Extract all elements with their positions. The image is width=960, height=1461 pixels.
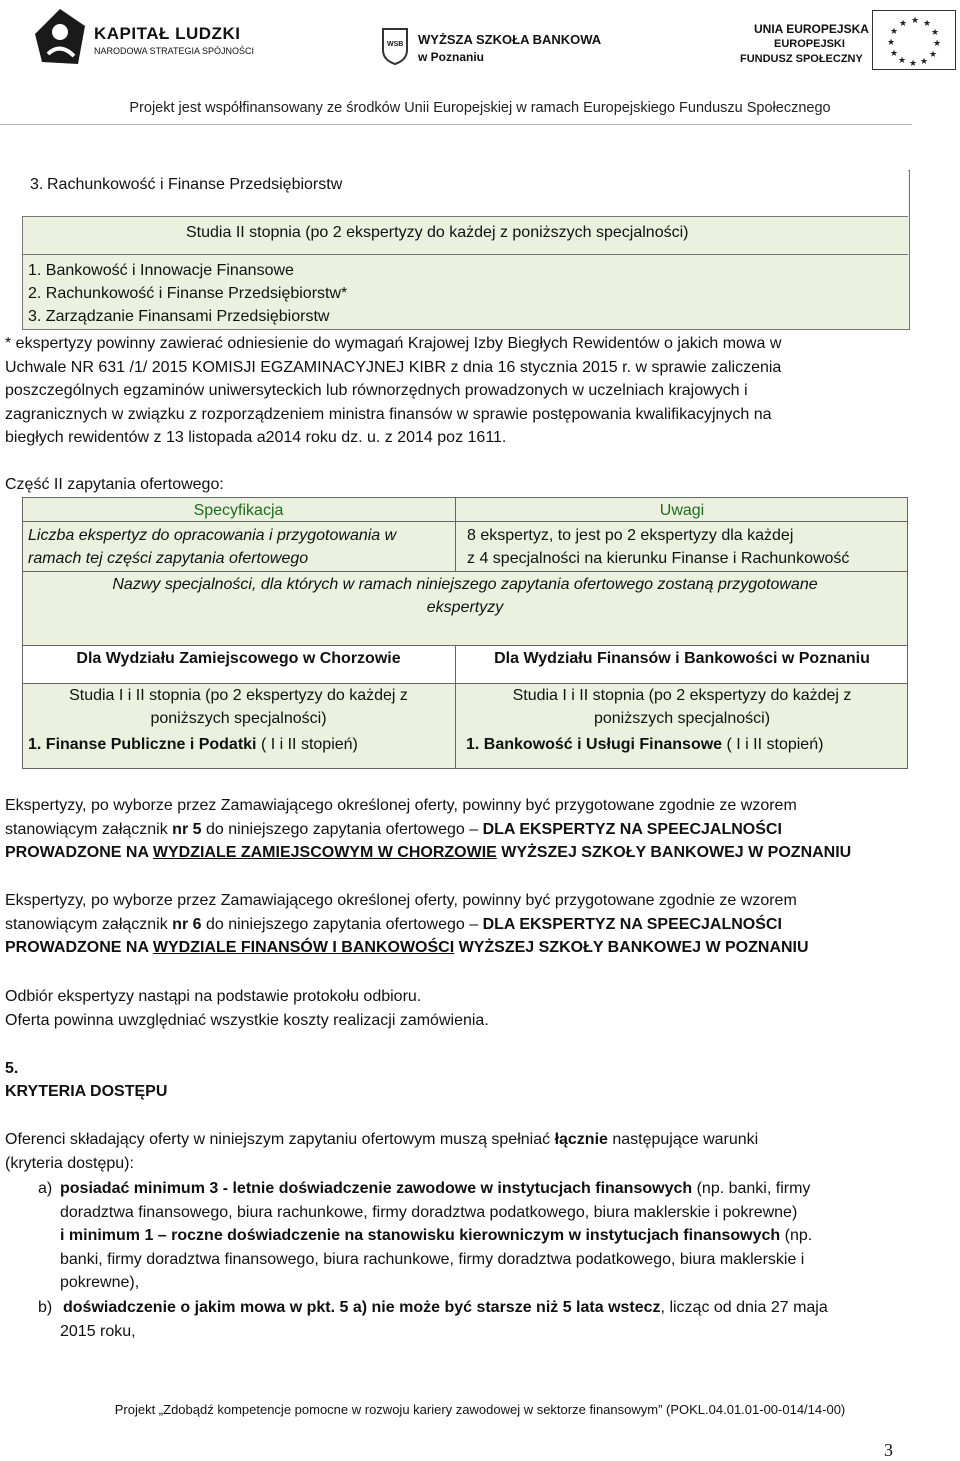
kl-title: KAPITAŁ LUDZKI (94, 24, 241, 43)
col-header-uwagi: Uwagi (659, 502, 705, 519)
criterion-line: pokrewne), (60, 1274, 140, 1291)
para-line: stanowiącym załącznik nr 5 do niniejszego zapytania ofertowego – DLA EKSPERTYZ NA SPEECJALNOŚCI (5, 820, 782, 838)
section-number: 5. (5, 1060, 19, 1077)
left-specialty-level: ( I i II stopień) (256, 736, 358, 753)
page-number: 3 (884, 1440, 893, 1460)
intro-line: (kryteria dostępu): (5, 1154, 134, 1172)
spec-line: Liczba ekspertyz do opracowania i przygotowania w (28, 527, 397, 544)
chorzow-paragraph (5, 794, 910, 865)
criterion-a-label: a) (38, 1180, 53, 1197)
names-heading: Nazwy specjalności, dla których w ramach niniejszego zapytania ofertowego zostaną przygotowane (112, 576, 818, 593)
kibr-note (5, 332, 910, 450)
svg-text:★: ★ (890, 49, 899, 59)
criterion-a (60, 1177, 920, 1295)
criterion-line: doradztwa finansowego, biura rachunkowe, firmy doradztwa podatkowego, biura maklerskie i pokrewne) (60, 1203, 798, 1221)
svg-text:★: ★ (890, 27, 899, 37)
svg-text:★: ★ (909, 59, 918, 69)
right-specialty (466, 733, 823, 756)
eu-logo (740, 10, 960, 70)
para-line: Ekspertyzy, po wyborze przez Zamawiającego określonej oferty, powinny być przygotowane zgodnie ze wzorem (5, 797, 797, 814)
poznan-paragraph (5, 889, 910, 960)
costs-line: Oferta powinna uwzględniać wszystkie koszty realizacji zamówienia. (5, 1012, 489, 1029)
receipt-line: Odbiór ekspertyzy nastąpi na podstawie protokołu odbioru. (5, 988, 422, 1005)
wsb-city: w Poznaniu (418, 50, 484, 64)
svg-text:★: ★ (887, 38, 896, 48)
left-specialty-name: 1. Finanse Publiczne i Podatki (28, 736, 257, 753)
specialty-item: 2. Rachunkowość i Finanse Przedsiębiorstw* (28, 285, 348, 302)
wsb-name: WYŻSZA SZKOŁA BANKOWA (418, 32, 602, 47)
svg-text:★: ★ (933, 39, 942, 49)
right-study: poniższych specjalności) (593, 710, 771, 727)
note-line: biegłych rewidentów z 13 listopada a2014 roku dz. u. z 2014 poz 1611. (5, 429, 507, 446)
wsb-logo (380, 26, 620, 70)
right-specialty-name: 1. Bankowość i Usługi Finansowe (466, 736, 723, 753)
section-title: KRYTERIA DOSTĘPU (5, 1083, 168, 1100)
note-line: * ekspertyzy powinny zawierać odniesienie do wymagań Krajowej Izby Biegłych Rewidentów o jakich mowa w (5, 335, 782, 352)
right-specialty-level: ( I i II stopień) (722, 736, 824, 753)
names-heading: ekspertyzy (426, 599, 504, 616)
note-line: poszczególnych egzaminów uniwersyteckich lub równorzędnych prowadzonych w uczelniach krajowych i (5, 382, 748, 399)
criterion-b (63, 1296, 923, 1320)
svg-text:★: ★ (923, 19, 932, 29)
svg-text:★: ★ (929, 50, 938, 60)
col-header-spec: Specyfikacja (193, 502, 284, 519)
header-divider (0, 124, 912, 125)
criterion-line: banki, firmy doradztwa finansowego, biura rachunkowe, firmy doradztwa podatkowego, biura maklerskie i (60, 1250, 805, 1268)
specialty-item: 3. Zarządzanie Finansami Przedsiębiorstw (28, 308, 330, 325)
kapital-ludzki-logo (30, 4, 260, 70)
criterion-line: doświadczenie o jakim mowa w pkt. 5 a) nie może być starsze niż 5 lata wstecz, licząc od dnia 27 maja (63, 1299, 828, 1316)
program-title: Rachunkowość i Finanse Przedsiębiorstw (47, 176, 343, 193)
criterion-line: i minimum 1 – roczne doświadczenie na stanowisku kierowniczym w instytucjach finansowych (np. (60, 1227, 813, 1244)
eu-line3: FUNDUSZ SPOŁECZNY (740, 53, 863, 65)
eu-line1: UNIA EUROPEJSKA (754, 22, 869, 36)
left-dept: Dla Wydziału Zamiejscowego w Chorzowie (76, 650, 401, 667)
footer-project: Projekt „Zdobądź kompetencje pomocne w rozwoju kariery zawodowej w sektorze finansowym” (POKL.04.01.01-00-014/14-00) (114, 1402, 846, 1417)
uwagi-line: z 4 specjalności na kierunku Finanse i Rachunkowość (467, 550, 850, 567)
left-specialty (28, 733, 358, 756)
right-study: Studia I i II stopnia (po 2 ekspertyzy do każdej z (512, 687, 852, 704)
kapital-ludzki-emblem-icon (30, 4, 90, 70)
right-dept: Dla Wydziału Finansów i Bankowości w Poznaniu (494, 650, 870, 667)
svg-text:★: ★ (898, 56, 907, 66)
eu-flag-icon (872, 10, 956, 70)
svg-text:★: ★ (920, 57, 929, 67)
table-rule (22, 571, 908, 572)
para-line: Ekspertyzy, po wyborze przez Zamawiającego określonej oferty, powinny być przygotowane zgodnie ze wzorem (5, 892, 797, 909)
note-line: Uchwale NR 631 /1/ 2015 KOMISJI EGZAMINACYJNEJ KIBR z dnia 16 stycznia 2015 r. w sprawie zaliczenia (5, 358, 782, 376)
para-line: stanowiącym załącznik nr 6 do niniejszego zapytania ofertowego – DLA EKSPERTYZ NA SPEECJALNOŚCI (5, 915, 782, 933)
left-study: Studia I i II stopnia (po 2 ekspertyzy do każdej z (69, 687, 408, 704)
svg-text:★: ★ (911, 16, 920, 26)
note-line: zagranicznych w związku z rozporządzeniem ministra finansów w sprawie postępowania kwalifikacyjnych na (5, 405, 772, 423)
kl-subtitle: NARODOWA STRATEGIA SPÓJNOŚCI (94, 46, 255, 56)
spec-line: ramach tej części zapytania ofertowego (28, 550, 309, 567)
uwagi-line: 8 ekspertyz, to jest po 2 ekspertyzy dla każdej (467, 527, 794, 544)
svg-text:★: ★ (931, 28, 940, 38)
criterion-b-label: b) (38, 1299, 53, 1316)
criteria-intro (5, 1128, 910, 1175)
table-rule (22, 645, 908, 646)
svg-text:★: ★ (899, 19, 908, 29)
part2-heading: Część II zapytania ofertowego: (5, 476, 224, 493)
specialty-item: 1. Bankowość i Innowacje Finansowe (28, 262, 294, 279)
program-number: 3. (30, 176, 44, 193)
intro-line: Oferenci składający oferty w niniejszym zapytaniu ofertowym muszą spełniać łącznie następujące warunki (5, 1131, 759, 1148)
criterion-line: 2015 roku, (60, 1323, 136, 1340)
cofunding-notice: Projekt jest współfinansowany ze środków Unii Europejskiej w ramach Europejskiego Funduszu Społecznego (129, 100, 831, 116)
wsb-mark: WSB (387, 41, 404, 48)
para-line: PROWADZONE NA WYDZIALE ZAMIEJSCOWYM W CHORZOWIE WYŻSZEJ SZKOŁY BANKOWEJ W POZNANIU (5, 844, 852, 861)
left-study: poniższych specjalności) (150, 710, 327, 727)
criterion-line: posiadać minimum 3 - letnie doświadczenie zawodowe w instytucjach finansowych (np. banki, firmy (60, 1180, 811, 1197)
para-line: PROWADZONE NA WYDZIALE FINANSÓW I BANKOWOŚCI WYŻSZEJ SZKOŁY BANKOWEJ W POZNANIU (5, 939, 809, 956)
eu-line2: EUROPEJSKI (774, 38, 845, 50)
program-subtitle: Studia II stopnia (po 2 ekspertyzy do każdej z poniższych specjalności) (186, 224, 689, 241)
